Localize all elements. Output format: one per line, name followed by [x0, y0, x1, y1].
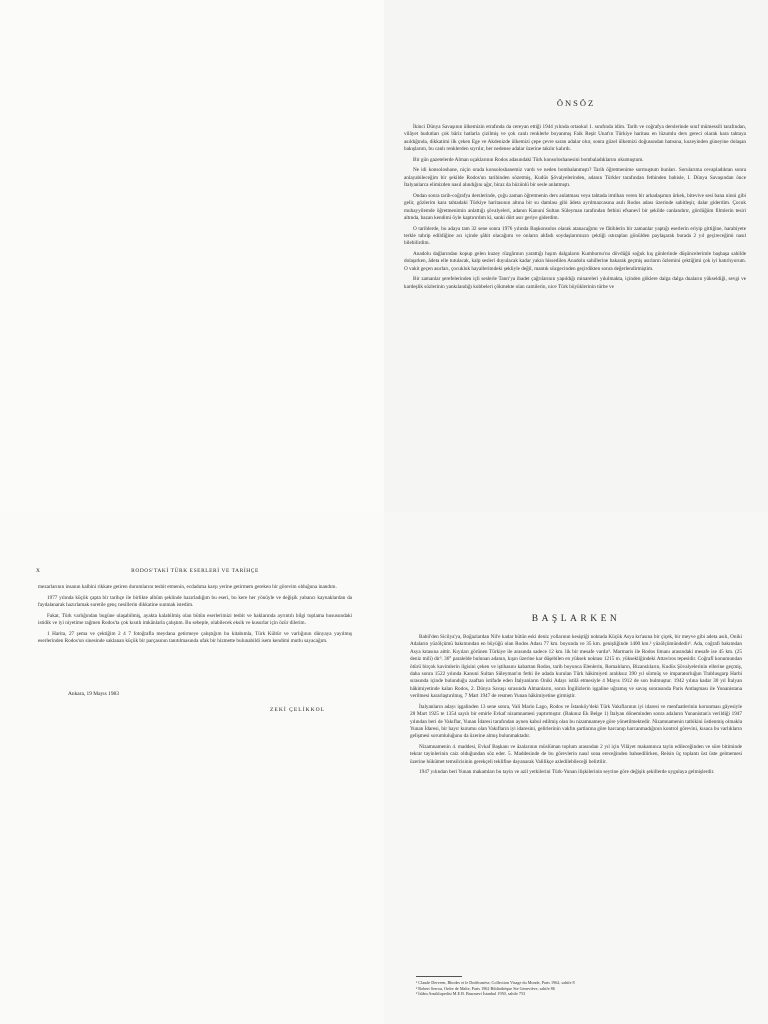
preface-paragraph: 1 Harita, 27 şema ve çektiğim 2 4 7 fotoğrafla meydana getirmeye çalıştığım bu kitabımla, Türk Kültür ve varlığının dünyaya yayılmış eserlerinden Rodos'un sinesinde saklanan küçük bir parçasının tanıtılmasında ufak bir hizmette bulunabildi isem kendimi mutlu sayacağım.: [38, 630, 352, 644]
onsoz-paragraph: Ne idi konsoloshane, niçin orada konsoloshanemiz vardı ve neden bombalanmıştı? Tarih öğretmenime sormuştum bunları. Sorularıma cevapladıktan sonra anlayabileceğim bir şekilde Rodos'un tarihinden sözetmiş, Kudüs Şövalyelerinden, adanın Türkler tarafından fethinden bahisle, I. Dünya Savaşından önce İtalyanlarca elimizden nasıl alındığını ağır, biraz da hüzünlü bir sesle anlatmıştı.: [404, 167, 746, 189]
baslarken-body: [410, 634, 742, 780]
preface-paragraph: mezarlarının insanın kalbini rikkate getiren durumlarını tesbit etmenin, ecdadıma karşı yerine getirmem gereken bir görevim olduğuna inandım.: [38, 584, 337, 590]
preface-paragraph: 1977 yılında küçük çapta bir tarihçe ile birlikte albüm şeklinde hazırladığım bu eseri, bu kere her yönüyle ve değişik yabancı kaynaklardan da faydalanarak hazırlamak suretile genç nesillerin dikkatine sunmak istedim.: [38, 594, 352, 608]
onsoz-paragraph: Anadolu dağlarından kopup gelen kuzey rüzgârının yarattığı hışım dalgaların Kumburnu'nu dövdüğü soğuk kış günlerinde düşüncelerimle başbaşa sahilde dolaşırken, âdeta elle tutulacak, kalp sesleri duyulacak kadar yakın hissedilen Anadolu sahillerine bakarak geçmiş asırların özlemini çektiğimi çok iyi hatırlıyorum. O vakit geçen asırları, çocukluk hayallerimdeki şekliyle değil, mantık süzgecinden geçirdikten sonra değerlendirmiştim.: [404, 251, 746, 272]
preface-end-body: [38, 584, 352, 649]
blank-page-top-left: [0, 0, 384, 512]
preface-paragraph: Fakat, Türk varlığından bugüne ulaşabilmiş, ayakta kalabilmiş olan bütün eserlerimizi tesbit ve haklarında ayrıntılı bilgi toplama hususundaki istidik ve iyi niyetime rağmen Rodos'ta çok kısıtlı imkânlarla çalıştım. Bu sebeple, olabilecek eksik ve kusurlar için özür dilerim.: [38, 612, 352, 626]
footnote: ² Robert Serrou, Ordre de Malte, Paris 1962 Bibliothèque Ste Geneviève, sahife 86: [416, 985, 555, 991]
baslarken-paragraph: Babil'den Sicilya'ya, Boğazlardan Nil'e kadar bütün eski deniz yollarının kesiştiği noktada Küçük Asya kıt'asına bir çiçek, bir meyve gibi adeta asılı, Oniki Adaların yüzölçümü bakımından en büyüğü olan Rodos Adası 77 km. boyunda ve 35 km. genişliğinde 1400 km.² yüzölçümündedir¹. Ada, coğrafi bakımdan Asya kıtasına aittir. Kıyıları görünen Türkiye ile arasında sadece 12 km. lik bir mesafe vardır². Marmaris ile Rodos limanı arasındaki mesafe ise 45 km. (25 deniz mili) dir³. 36° paralelde bulunan adanın, kışın üzerine kar düşebilen en yüksek noktası 1215 m. yüksekliğindeki Attaviros tepesidir. Coğrafî konumundan ötürü birçok kavimlerin ilgisini çeken ve iştihasını kabartan Rodos, tarih boyunca Elenlerin, Romalıların, Bizanslıların, Kudüs Şövalyelerinin ellerine geçmiş, daha sonra 1522 yılında Kanuni Sultan Süleyman'ın fethi ile adada kurulan Türk hâkimiyeti aralıksız 390 yıl sürmüş ve imparatorluğun Trablusgarp Harbi sırasında içinde bulunduğu zaaftan istifade eden İtalyanların Oniki Adayı istilâ etmesiyle 4 Mayıs 1912 de son bulmuştur. 1942 yılına kadar 30 yıl İtalyan hâkimiyetinde kalan Rodos, 2. Dünya Savaşı sırasında Almanların, sonra İngilizlerin işgaline uğramış ve savaş sonrasında Paris Antlaşması ile Yunanistana verilmesi kararlaştırılmış, 7 Mart 1947 de resmen Yunan hâkimiyetine girmiştir.: [410, 634, 742, 700]
onsoz-page: [384, 0, 768, 512]
onsoz-paragraph: Ondan sonra tarih-coğrafya derslerinde, çoğu zaman öğretmenin ders anlatması veya tahtada imtihan veren bir arkadaşımın ürkek, bitevive sesi bana ninni gibi gelir, gözlerim kara tahtadaki Türkiye haritasının altına bir su damlası gibi âdeta ayrılmazcasına asılı Rodos adası üzerinde sabitleşir, dalar giderdim. Çocuk muhayyilemde öğretmenimin anlattığı şövalyeleri, adanın Kanuni Sultan Süleyman tarafından fethini efsanevî bir şekilde canlandırır, gördüğüm filmlerin tesiri altında, bazan kendimi öyle kaptırırdım ki, sanki dört asır geriye giderdim.: [404, 192, 746, 222]
footnote: ³ İslâm Ansiklopedisi M.E.B. Basımevi İstanbul 1950, sahife 753: [416, 991, 526, 997]
onsoz-body: [404, 124, 746, 294]
onsoz-paragraph: Bir gün gazetelerde Alman uçaklarının Rodos adasındaki Türk konsoloshanesini bombaladıklarını okumuştum.: [413, 156, 644, 163]
onsoz-paragraph: Bir zamanlar şerefelerinden içli seslerle Tanrı'ya ibadet çağrılarının yapıldığı minareleri yıkılmakta, içinden göklere dalga dalga duaların yükseldiği, sevgi ve kardeşlik sözlerinin yankılandığı kubbeleri çökmekte olan camilerin, nice Türk büyüklerinin türbe ve: [404, 276, 746, 290]
footnotes: [416, 980, 736, 997]
footnote-rule: [416, 976, 462, 977]
baslarken-heading: BAŞLARKEN: [531, 614, 621, 624]
baslarken-paragraph: Nizamnamenin 4. maddesi, Evkaf Başkanı ve âzalarının müslüman toplum arasından 2 yıl için Vilâyet makamınca tayin edileceğinden ve süre bitiminde tekrar tayinlerinin caiz olduğundan söz eder. 5. Maddesinde de bu görevlerin nasıl sona ereceğinden bahsedilirken, Reisin üç toplantı üst üste gelmemesi üzerine hükümet temsilcisinin gerekçeli teklifine dayanarak Valilikçe azledilebileceği belirtilir.: [410, 744, 742, 765]
preface-end-page: [0, 512, 384, 1024]
onsoz-heading: ÖNSÖZ: [556, 98, 596, 108]
baslarken-paragraph: İtalyanların adayı işgalinden 13 sene sonra, Vali Mario Lago, Rodos ve İstanköy'deki Türk Vakıflarının iyi idaresi ve menfaatlerinin korunması gâyesiyle 28 Mart 1925 te 1354 sayılı bir emirle Evkaf nizamnamesi yaptırmıştır. (Bakınız Ek Belge 1) İtalyan döneminden sonra adaların Yunanistan'a verildiği 1947 yılından beri de Vakıflar, Yunan İdaresi tarafından aynen kabul edilmiş olan bu nizamnameye göre yönetilmektedir. Nizamnamenin tatbikini üstlenmiş olmakla Yunan İdaresi, bir hayır kurumu olan Vakıfların iyi idaresini, gelirlerinin vakfın şartlarına göre harcanıp harcanmadığının kontrol görevini, kısaca bu varlıkların gelişmesi sorumluluğunu da üzerine almış bulunmaktadır.: [410, 703, 742, 740]
baslarken-page: [384, 512, 768, 1024]
footnote: ¹ Claude Derveen, Rhodes et le Dodécanèse, Collection Visage du Monde, Paris 1962, sahife 8: [416, 980, 575, 985]
onsoz-paragraph: O tarihlerde, bu adaya tam 32 sene sonra 1976 yılında Başkonsolos olarak atanacağımı ve fâtihlerin bir zamanlar yaptığı eserlerin eriyip gittiğine, harabiyete terkle tahrip edildiğine acı içinde şâhit olacağımı ve onların ahfadı soydaşlarımızın çektiği ıstıraplan gönülden paylaşarak burada 2 yıl geçireceğimi nasıl bilebilirdim.: [404, 225, 746, 247]
page-number: X: [36, 568, 41, 574]
date-line: Ankara, 19 Mayıs 1983: [68, 691, 119, 697]
author-signature: ZEKİ ÇELİKKOL: [270, 707, 326, 713]
onsoz-paragraph: İkinci Dünya Savaşının ülkemizin etrafında da cereyan ettiği 1944 yılında ortaokul 1. sınıfında idim. Tarih ve coğrafya derslerinde sınıf mümessili tarafından, vilâyet hudutları çok bâriz hatlarla çizilmiş ve çok canlı renklerle boyanmış Faik Reşit Unat'ın Türkiye haritası en lüzumlu ders gereci olarak kara tahtaya asıldığında, dikkatimi ilk çeken Ege ve Akdenizde ülkemizi çepe çevre saran adalar olur, sonra güzel ülkemizi doğusundan batısına, kuzeyinden güneyine dolaşan bakışlarım, bu canlı renklerden sıyrılır, her nedense adalar üzerine takılır kalırdı.: [404, 124, 746, 153]
baslarken-paragraph: 1947 yılından beri Yunan makamları bu tayin ve azil yetkilerini Türk-Yunan ilişkilerinin seyrine göre değişik şekillerde uygulaya gelmişlerdir.: [419, 769, 715, 776]
running-head-title: RODOS'TAKİ TÜRK ESERLERİ VE TARİHÇE: [131, 568, 259, 574]
